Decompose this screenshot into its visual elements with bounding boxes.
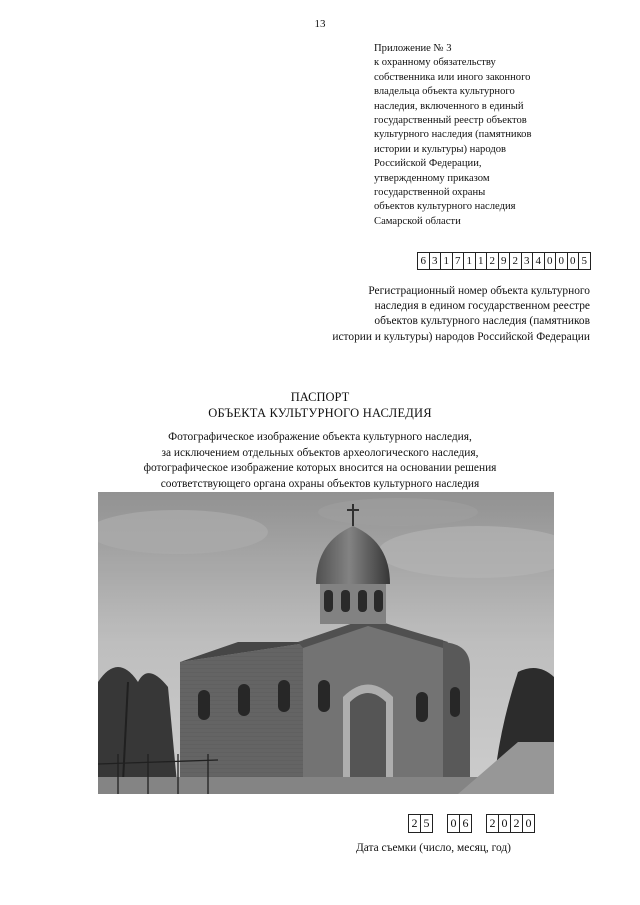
shooting-date-year (487, 814, 535, 833)
registration-digit: 7 (452, 252, 465, 270)
registration-digit: 0 (567, 252, 580, 270)
date-digit: 0 (522, 814, 535, 833)
shooting-date-caption: Дата съемки (число, месяц, год) (356, 842, 511, 854)
registration-digit: 2 (509, 252, 522, 270)
appendix-line: Российской Федерации, (374, 158, 482, 170)
date-digit: 2 (510, 814, 523, 833)
appendix-line: Самарской области (374, 215, 461, 227)
church-photo (98, 492, 554, 794)
registration-digit: 6 (417, 252, 430, 270)
registration-digit: 1 (440, 252, 453, 270)
photo-description-line: Фотографическое изображение объекта культурного наследия, (168, 431, 472, 443)
appendix-line: объектов культурного наследия (374, 201, 516, 213)
registration-digit: 0 (544, 252, 557, 270)
appendix-line: государственной охраны (374, 187, 486, 199)
registration-digit: 4 (532, 252, 545, 270)
shooting-date-month (448, 814, 472, 833)
appendix-line: Приложение № 3 (374, 43, 452, 54)
appendix-line: утвержденному приказом (374, 172, 490, 184)
appendix-note (374, 42, 614, 229)
appendix-line: истории и культуры) народов (374, 143, 507, 155)
registration-number-boxes (418, 252, 591, 270)
registration-digit: 5 (578, 252, 591, 270)
registration-digit: 0 (555, 252, 568, 270)
registration-caption-line: объектов культурного наследия (памятников (374, 315, 590, 328)
date-digit: 0 (498, 814, 511, 833)
appendix-line: собственника или иного законного (374, 71, 531, 83)
photo-description-line: за исключением отдельных объектов археологического наследия, (161, 446, 479, 459)
registration-caption-line: Регистрационный номер объекта культурного (368, 285, 590, 297)
date-digit: 2 (486, 814, 499, 833)
appendix-line: культурного наследия (памятников (374, 129, 532, 141)
appendix-line: владельца объекта культурного (374, 86, 515, 98)
photo-description-line: фотографическое изображение которых вносится на основании решения (143, 462, 497, 474)
date-digit: 5 (420, 814, 433, 833)
registration-digit: 1 (475, 252, 488, 270)
page-number: 13 (314, 18, 326, 30)
appendix-line: наследия, включенного в единый (374, 100, 524, 112)
registration-digit: 2 (486, 252, 499, 270)
registration-digit: 3 (429, 252, 442, 270)
date-digit: 6 (459, 814, 472, 833)
date-digit: 0 (447, 814, 460, 833)
shooting-date-day (409, 814, 433, 833)
photo-description-line: соответствующего органа охраны объектов культурного наследия (160, 477, 480, 490)
date-digit: 2 (408, 814, 421, 833)
document-subtitle: ОБЪЕКТА КУЛЬТУРНОГО НАСЛЕДИЯ (208, 406, 432, 420)
appendix-line: к охранному обязательству (374, 57, 496, 69)
registration-caption (250, 284, 590, 345)
registration-caption-line: истории и культуры) народов Российской Федерации (332, 330, 590, 343)
appendix-line: государственный реестр объектов (374, 115, 527, 127)
document-title: ПАСПОРТ (290, 390, 350, 404)
photo-description (0, 430, 640, 492)
registration-digit: 1 (463, 252, 476, 270)
registration-caption-line: наследия в едином государственном реестре (374, 300, 590, 313)
registration-digit: 3 (521, 252, 534, 270)
registration-digit: 9 (498, 252, 511, 270)
